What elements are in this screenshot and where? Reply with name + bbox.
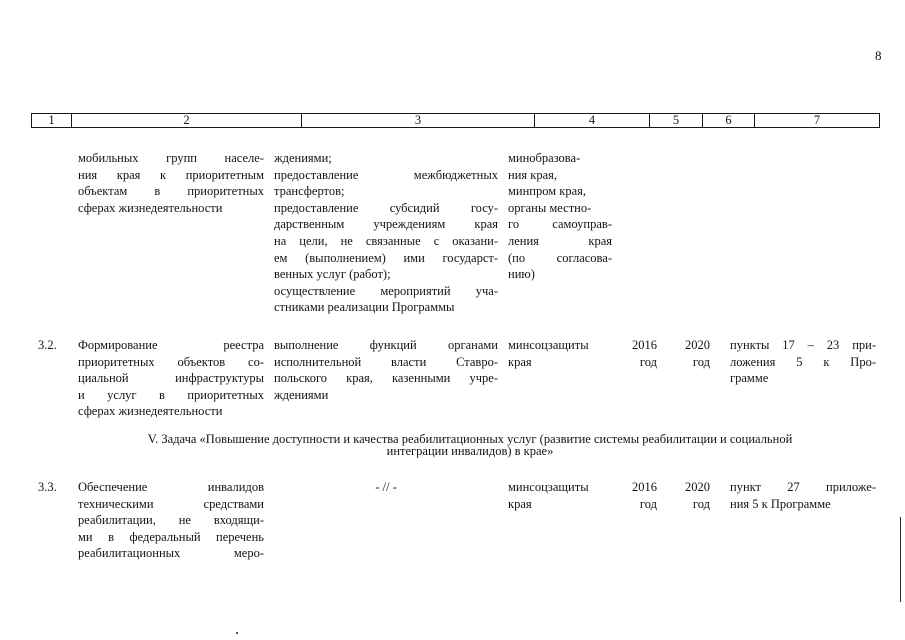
row-number-3-3: 3.3. [38, 480, 57, 494]
text-line: пункты 17 – 23 при- [730, 338, 876, 352]
text-line: год [692, 354, 710, 369]
text-line: на цели, не связанные с оказани- [274, 233, 498, 248]
text-line: дарственным учреждениям края [274, 217, 498, 232]
scan-edge-line [900, 517, 901, 602]
text-line: предоставление субсидий госу- [274, 200, 498, 215]
text-line: пункт 27 приложе- [730, 480, 876, 494]
row-3-2-actions [274, 337, 498, 403]
text-line: реабилитации, не входящи- [78, 513, 264, 528]
text-line: трансфертов; [274, 184, 345, 199]
continued-row-actions [274, 150, 498, 316]
text-line: предоставление межбюджетных [274, 167, 498, 182]
text-line: ждениями [274, 387, 329, 402]
header-col-4: 4 [534, 114, 649, 127]
text-line: год [692, 496, 710, 511]
task-heading [60, 433, 880, 457]
row-3-3-start-year [617, 479, 657, 512]
page-number: 8 [875, 48, 882, 63]
text-line: венных услуг (работ); [274, 267, 391, 282]
row-3-3-description [78, 479, 264, 562]
text-line: ждениями; [274, 151, 332, 165]
row-3-3-actions: - // - [375, 480, 397, 494]
text-line: ния края к приоритетным [78, 167, 264, 182]
text-line: польского края, казенными учре- [274, 371, 498, 386]
text-line: 2020 [685, 480, 710, 494]
text-line: минсоцзащиты [508, 480, 589, 494]
text-line: техническими средствами [78, 496, 264, 511]
text-line: сферах жизнедеятельности [78, 404, 223, 419]
text-line: ления края [508, 233, 612, 248]
scan-speck [236, 632, 238, 634]
text-line: минсоцзащиты [508, 338, 589, 352]
text-line: ния 5 к Программе [730, 496, 831, 511]
header-col-7: 7 [754, 114, 879, 127]
text-line: 2016 [632, 338, 657, 352]
text-line: и услуг в приоритетных [78, 387, 264, 402]
header-col-2: 2 [71, 114, 301, 127]
text-line: приоритетных объектов со- [78, 354, 264, 369]
text-line: края [508, 496, 532, 511]
text-line: 2016 [632, 480, 657, 494]
text-line: минобразова- [508, 151, 581, 165]
text-line: края [508, 354, 532, 369]
header-col-3: 3 [301, 114, 534, 127]
text-line: осуществление мероприятий уча- [274, 283, 498, 298]
row-3-2-description [78, 337, 264, 420]
row-3-3-executor [508, 479, 612, 512]
text-line: органы местно- [508, 200, 592, 215]
row-3-2-start-year [617, 337, 657, 370]
text-line: ния края, [508, 167, 557, 182]
header-col-5: 5 [649, 114, 702, 127]
text-line: год [639, 496, 657, 511]
text-line: выполнение функций органами [274, 338, 498, 352]
text-line: го самоуправ- [508, 217, 612, 232]
text-line: ми в федеральный перечень [78, 529, 264, 544]
text-line: ложения 5 к Про- [730, 354, 876, 369]
text-line: исполнительной власти Ставро- [274, 354, 498, 369]
table-header-row [31, 113, 880, 128]
text-line: год [639, 354, 657, 369]
text-line: объектам в приоритетных [78, 184, 264, 199]
task-heading-line-2: интеграции инвалидов) в крае» [386, 444, 554, 458]
row-3-3-end-year [670, 479, 710, 512]
text-line: (по согласова- [508, 250, 612, 265]
text-line: сферах жизнедеятельности [78, 200, 223, 215]
task-heading-line-1: V. Задача «Повышение доступности и качества реабилитационных услуг (развитие системы реабилитации и социальной [147, 432, 793, 446]
row-3-2-executor [508, 337, 612, 370]
text-line: мобильных групп населе- [78, 151, 264, 165]
text-line: ем (выполнением) ими государст- [274, 250, 498, 265]
text-line: реабилитационных меро- [78, 546, 264, 561]
continued-row-executors [508, 150, 612, 283]
text-line: циальной инфраструктуры [78, 371, 264, 386]
text-line: 2020 [685, 338, 710, 352]
row-number-3-2: 3.2. [38, 338, 57, 352]
text-line: Формирование реестра [78, 338, 264, 352]
text-line: грамме [730, 371, 769, 386]
text-line: минпром края, [508, 184, 587, 199]
text-line: стниками реализации Программы [274, 300, 455, 315]
text-line: Обеспечение инвалидов [78, 480, 264, 494]
row-3-2-end-year [670, 337, 710, 370]
header-col-1: 1 [48, 113, 55, 127]
continued-row-description [78, 150, 264, 216]
row-3-2-reference [730, 337, 876, 387]
text-line: нию) [508, 267, 535, 282]
row-3-3-reference [730, 479, 876, 512]
header-col-6: 6 [702, 114, 754, 127]
